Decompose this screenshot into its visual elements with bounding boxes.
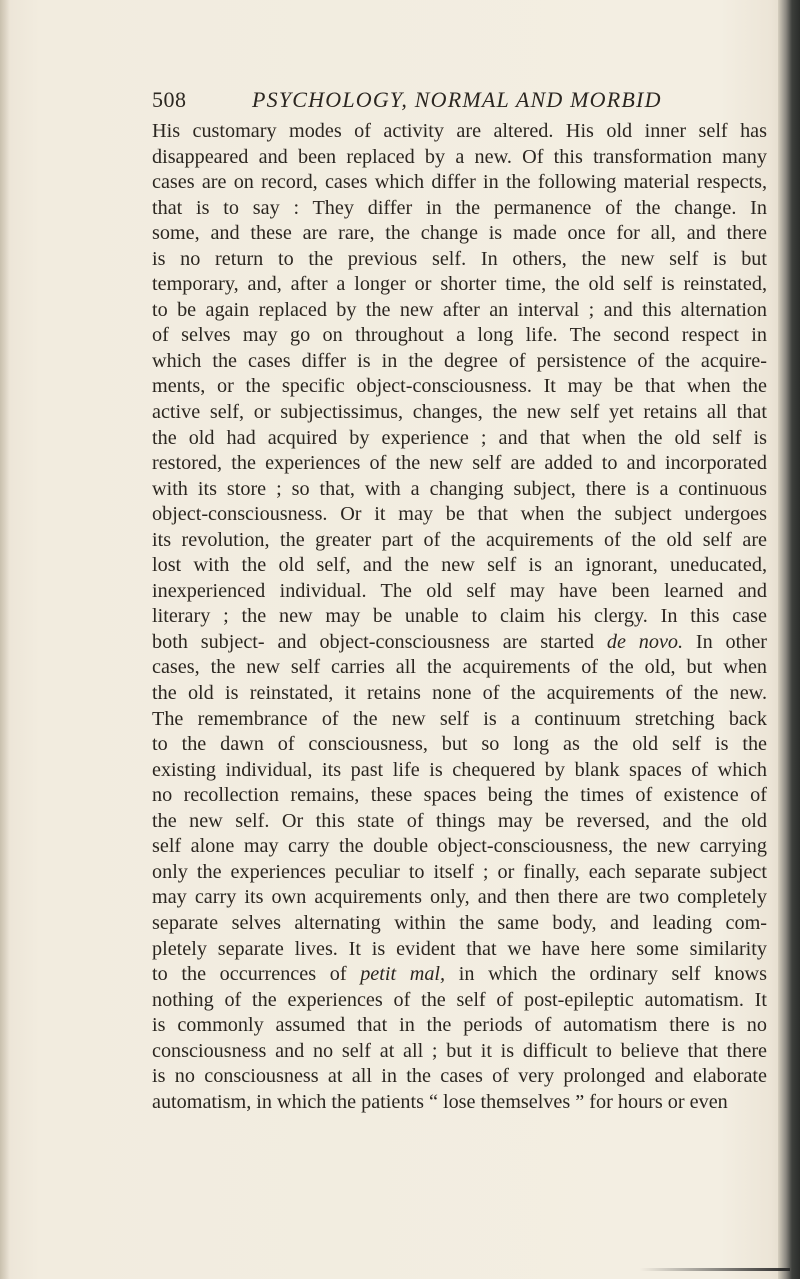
text-line: lost with the old self, and the new self is an ignorant, uneducated,	[152, 554, 767, 577]
italic-phrase: de novo.	[606, 630, 684, 653]
scan-edge-line	[640, 1268, 790, 1271]
text-line: no recollection remains, these spaces being the times of existence of	[152, 784, 767, 807]
text-line: active self, or subjectissimus, changes, the new self yet retains all that	[152, 401, 767, 424]
text-line: automatism, in which the patients “ lose themselves ” for hours or even	[152, 1090, 728, 1113]
text-line: pletely separate lives. It is evident that we have here some similarity	[152, 937, 767, 960]
text-line	[152, 962, 767, 988]
text-line: is no return to the previous self. In others, the new self is but	[152, 247, 767, 270]
text-line: ments, or the specific object-consciousness. It may be that when the	[152, 375, 767, 398]
page-number: 508	[152, 87, 187, 112]
text-line: disappeared and been replaced by a new. Of this transformation many	[152, 145, 767, 168]
text-line: to be again replaced by the new after an interval ; and this alternation	[152, 298, 767, 321]
page-header	[152, 87, 772, 117]
text-line: of selves may go on throughout a long life. The second respect in	[152, 324, 767, 347]
text-segment: in which the ordinary self knows	[445, 963, 767, 986]
text-line: separate selves alternating within the same body, and leading com-	[152, 911, 767, 934]
text-segment: both subject- and object-consciousness are started	[152, 630, 607, 653]
text-line: restored, the experiences of the new self are added to and incorporated	[152, 452, 767, 475]
text-segment: to the occurrences of	[152, 963, 361, 986]
body-text	[152, 119, 767, 1115]
text-line: with its store ; so that, with a changing subject, there is a continuous	[152, 477, 767, 500]
text-segment: In other	[683, 630, 768, 653]
text-line: to the dawn of consciousness, but so long as the old self is the	[152, 733, 767, 756]
text-line: The remembrance of the new self is a continuum stretching back	[152, 707, 767, 730]
text-line: that is to say : They differ in the permanence of the change. In	[152, 196, 767, 219]
text-line: object-consciousness. Or it may be that when the subject undergoes	[152, 503, 767, 526]
text-line: the new self. Or this state of things may be reversed, and the old	[152, 809, 767, 832]
text-line: cases, the new self carries all the acquirements of the old, but when	[152, 656, 767, 679]
text-line: literary ; the new may be unable to claim his clergy. In this case	[152, 605, 767, 628]
text-line: the old is reinstated, it retains none of the acquirements of the new.	[152, 682, 767, 705]
text-line: may carry its own acquirements only, and then there are two completely	[152, 886, 767, 909]
text-line	[152, 630, 767, 656]
text-line: His customary modes of activity are altered. His old inner self has	[152, 120, 767, 142]
text-line: nothing of the experiences of the self of post-epileptic automatism. It	[152, 988, 767, 1011]
text-line: some, and these are rare, the change is made once for all, and there	[152, 222, 767, 245]
text-line: only the experiences peculiar to itself ; or finally, each separate subject	[152, 860, 767, 883]
italic-phrase: petit mal,	[360, 963, 446, 986]
text-line: consciousness and no self at all ; but it is difficult to believe that there	[152, 1039, 767, 1062]
gutter-shadow	[0, 0, 10, 1279]
text-line: self alone may carry the double object-consciousness, the new carrying	[152, 835, 767, 858]
text-line: cases are on record, cases which differ in the following material respects,	[152, 171, 767, 194]
page-edge	[778, 0, 800, 1279]
text-line: inexperienced individual. The old self may have been learned and	[152, 579, 767, 602]
text-line: the old had acquired by experience ; and that when the old self is	[152, 426, 767, 449]
text-line: is commonly assumed that in the periods of automatism there is no	[152, 1014, 767, 1037]
text-line: its revolution, the greater part of the acquirements of the old self are	[152, 528, 767, 551]
text-line: which the cases differ is in the degree of persistence of the acquire-	[152, 349, 767, 372]
text-line: existing individual, its past life is chequered by blank spaces of which	[152, 758, 767, 781]
text-line: is no consciousness at all in the cases of very prolonged and elaborate	[152, 1065, 767, 1088]
text-line: temporary, and, after a longer or shorter time, the old self is reinstated,	[152, 273, 767, 296]
running-head: PSYCHOLOGY, NORMAL AND MORBID	[252, 87, 662, 112]
